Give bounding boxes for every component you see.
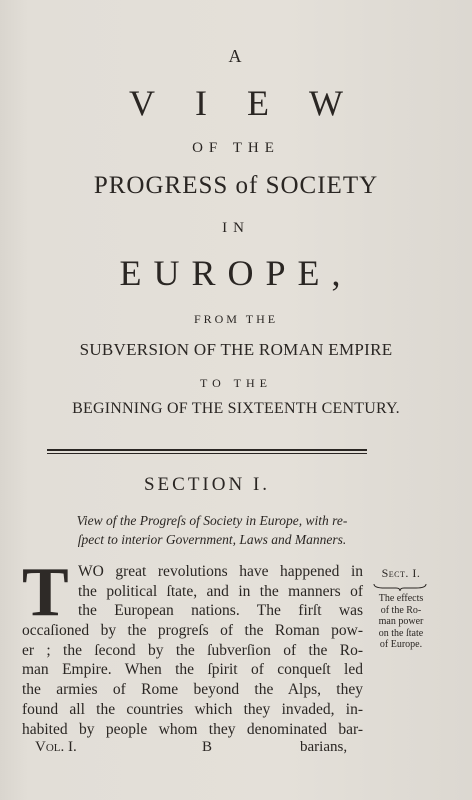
drop-cap: T [22,554,69,631]
marginal-note-line: of the Ro- [380,604,422,616]
divider-thick [47,449,367,451]
body-line: found all the countries which they invaded, in- [22,701,363,718]
title-subversion: SUBVERSION OF THE ROMAN EMPIRE [79,340,393,359]
section-subtitle-line: View of the Progreſs of Society in Europe, with re- [76,513,348,528]
body-line: the European nations. The firſt was [78,602,363,619]
title-to-the: TO THE [200,376,272,390]
body-line: the armies of Rome beyond the Alps, they [22,681,363,698]
brace-icon [372,582,428,592]
body-line: the political ſtate, and in the manners of [78,583,363,600]
body-line: er ; the ſecond by the ſubverſion of the Ro- [22,642,363,659]
title-article: A [228,46,244,66]
marginal-note-line: The effects [378,593,424,604]
title-in: IN [222,220,250,236]
marginal-note-line: man power [378,616,424,627]
title-of-the: OF THE [192,140,280,156]
title-from-the: FROM THE [193,312,279,326]
title-view: VIEW [129,83,383,123]
marginal-note-line: on the ſtate [378,627,424,639]
body-line: WO great revolutions have happened in [78,563,363,580]
section-subtitle-line: ſpect to interior Government, Laws and Manners. [77,532,347,547]
volume-label: Vol. I. [35,739,77,755]
marginal-note-line: of Europe. [379,639,423,650]
title-beginning: BEGINNING OF THE SIXTEENTH CENTURY. [72,400,400,417]
marginal-note [369,593,433,651]
section-heading: SECTION I. [143,474,271,495]
signature-mark: B [202,739,213,755]
body-line: occaſioned by the progreſs of the Roman pow- [22,622,363,639]
title-progress: PROGRESS of SOCIETY [93,172,379,199]
catchword: barians, [300,739,348,755]
body-line: man Empire. When the ſpirit of conqueſt led [22,661,363,678]
marginal-section-label: Sect. I. [381,566,421,580]
body-line: habited by people whom they denominated bar- [22,721,363,738]
divider-thin [47,453,367,454]
title-europe: EUROPE, [119,253,353,293]
